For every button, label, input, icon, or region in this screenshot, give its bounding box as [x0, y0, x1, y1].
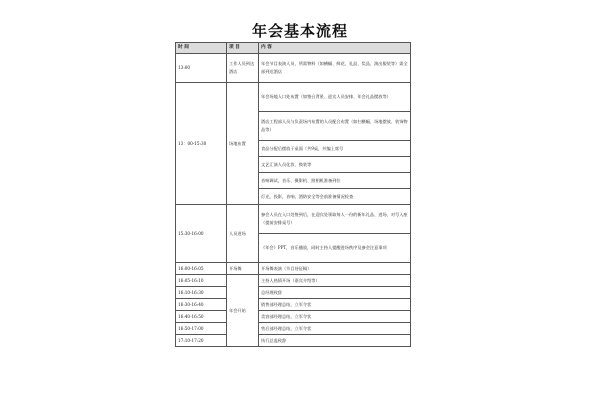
content-cell: 销售部经理总结，立军令状 — [259, 299, 411, 311]
content-cell: 年会节目表演人员、所需物料（如横幅、鲜花、礼品、奖品、演出服装等）需全部到达酒店 — [259, 54, 411, 83]
time-cell: 15:30-16:00 — [176, 205, 227, 263]
content-cell: 售后部经理总结，立军令状 — [259, 323, 411, 335]
schedule-table — [175, 42, 411, 347]
time-cell: 16:30-16:40 — [176, 299, 227, 311]
content-cell: 主持人热情开场（嘉宾介绍等） — [259, 275, 411, 287]
content-cell: 《年会》PPT，音乐播放，同时主持人提醒进场秩序及参会注意事项 — [259, 234, 411, 263]
table-row — [176, 335, 411, 347]
content-cell: 开场舞表演（节目待征稿） — [259, 263, 411, 275]
header-item: 项 目 — [227, 43, 259, 54]
table-row — [176, 287, 411, 299]
content-cell: 年会场地入口处布置（如签台背景、迎宾人员安排、年会礼品摆放等） — [259, 83, 411, 112]
item-cell: 年会开始 — [227, 275, 259, 347]
time-cell: 16:10-16:30 — [176, 287, 227, 299]
item-cell: 开场舞 — [227, 263, 259, 275]
time-cell: 16:40-16:50 — [176, 311, 227, 323]
table-row — [176, 263, 411, 275]
table-row — [176, 311, 411, 323]
table-header-row — [176, 43, 411, 54]
content-cell: 音响调试，音乐、摄影机、照相机准备到位 — [259, 173, 411, 189]
time-cell: 16:05-16:10 — [176, 275, 227, 287]
content-cell: 执行总监致辞 — [259, 335, 411, 347]
content-cell: 文艺汇演人员化妆、换装等 — [259, 157, 411, 173]
time-cell: 16:00-16:05 — [176, 263, 227, 275]
header-content: 内 容 — [259, 43, 411, 54]
header-time: 时 间 — [176, 43, 227, 54]
item-cell: 场地布置 — [227, 83, 259, 205]
item-cell: 人员进场 — [227, 205, 259, 263]
content-cell: 总经理致辞 — [259, 287, 411, 299]
content-cell: 灯光，投影，音响，酒防安全等会前准备情况检查 — [259, 189, 411, 205]
table-row — [176, 54, 411, 83]
content-cell: 食品分配后摆放于桌面（共9桌，并编上席号 — [259, 141, 411, 157]
table-row — [176, 299, 411, 311]
document-title: 年会基本流程 — [251, 22, 348, 40]
table-row — [176, 83, 411, 112]
content-cell: 酒店工程部人员与负责场内布置的人员配合布置（如扫横幅、场地摆放、装饰物品等） — [259, 112, 411, 141]
time-cell: 13:00 — [176, 54, 227, 83]
time-cell: 17:10-17:20 — [176, 335, 227, 347]
content-cell: 参会人员在入口处签到后，在迎宾处领取每人一份的新年礼品、进场，对号入座（提前安排桌号） — [259, 205, 411, 234]
time-cell: 13：00-15:30 — [176, 83, 227, 205]
content-cell: 美容部经理总结，立军令状 — [259, 311, 411, 323]
table-row — [176, 275, 411, 287]
time-cell: 16:50-17:00 — [176, 323, 227, 335]
item-cell: 工作人员到达酒店 — [227, 54, 259, 83]
table-row — [176, 205, 411, 234]
table-row — [176, 323, 411, 335]
